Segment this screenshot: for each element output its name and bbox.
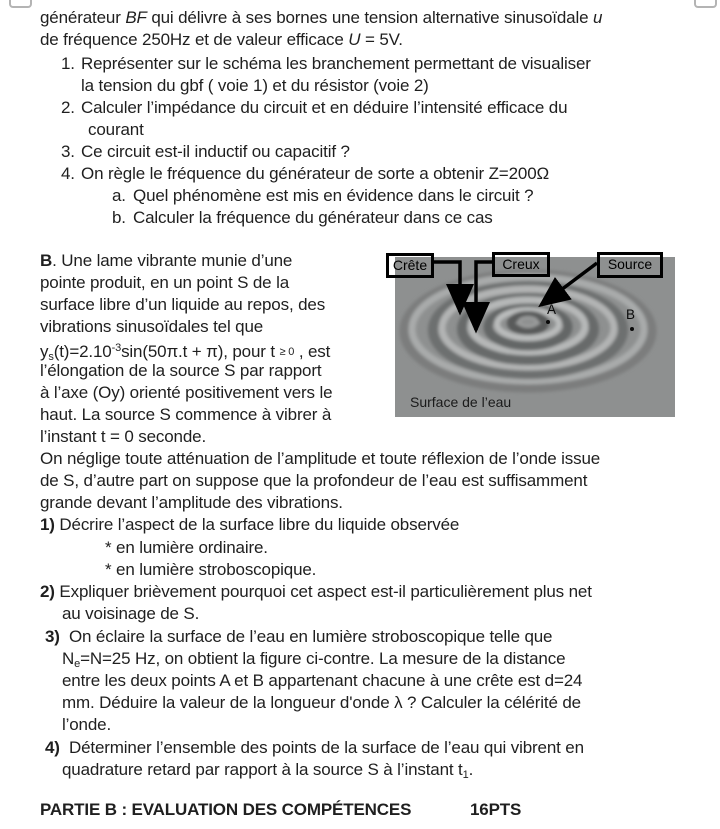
text-segment: quadrature retard par rapport à la source S à l’instant t [62,760,463,779]
text-run [62,670,582,691]
text-run [133,185,533,206]
text-run [40,29,403,50]
text-segment: 1. [61,54,75,73]
text-segment: 3. [61,142,75,161]
point-label-a: A [547,302,557,317]
text-segment: * en lumière stroboscopique. [105,560,317,579]
text-run [112,185,126,206]
text-segment: de S, d’autre part on suppose que la profondeur de l’eau est suffisamment [40,471,588,490]
point-dot-a [546,320,550,324]
text-segment: Ce circuit est-il inductif ou capacitif ? [81,142,350,161]
text-segment: Décrire l’aspect de la surface libre du liquide observée [54,515,460,534]
text-segment: (t)=2.10 [53,342,112,361]
wave-caption: Surface de l’eau [410,394,512,410]
text-segment: . [468,760,474,779]
text-segment: On règle le fréquence du générateur de sorte a obtenir Z=200Ω [81,164,550,183]
text-run [40,7,602,28]
text-segment: y [40,342,49,361]
text-run [40,448,600,469]
text-segment: de fréquence 250Hz et de valeur efficace [40,30,349,49]
text-run [40,382,332,403]
text-segment: 1 [462,769,469,781]
text-run [40,426,206,447]
text-run [61,53,75,74]
text-segment: sin(50π.t + π), pour t [121,342,280,361]
text-run [40,799,411,820]
text-segment: Calculer l’impédance du circuit et en déduire l’intensité efficace du [81,98,568,117]
text-segment: au voisinage de S. [62,604,200,623]
text-segment: grande devant l’amplitude des vibrations. [40,493,343,512]
text-run [81,53,591,74]
text-run [62,603,199,624]
text-segment: e [74,658,81,670]
text-segment: s [48,351,54,363]
text-segment: Quel phénomène est mis en évidence dans le circuit ? [133,186,534,205]
text-segment: qui délivre à ses bornes une tension alternative sinusoïdale [146,8,593,27]
text-segment: 4) [45,738,60,757]
text-segment: 2. [61,98,75,117]
text-run [81,141,350,162]
top-right-corner-mark [694,0,717,8]
creux-arrow-icon [476,262,492,330]
text-run [62,759,473,786]
text-run [40,316,263,337]
text-segment: On éclaire la surface de l’eau en lumière stroboscopique telle que [59,627,553,646]
figure-label-source: Source [597,252,663,278]
text-run [45,626,552,647]
text-run [61,97,75,118]
text-segment: courant [88,120,144,139]
crete-arrow-icon [433,262,460,312]
text-run [105,559,316,580]
text-segment: ≥ 0 [279,346,295,358]
text-segment: pointe produit, en un point S de la [40,273,289,292]
text-run [40,581,592,602]
text-segment: . Une lame vibrante munie d’une [52,251,293,270]
text-run [62,714,111,735]
text-run [40,404,331,425]
text-run [81,163,549,184]
text-run [40,514,459,535]
figure-label-crete: Crête [386,253,434,278]
text-segment: 4. [61,164,75,183]
top-left-corner-mark [9,0,32,8]
text-segment: entre les deux points A et B appartenant chacune à une crête est d=24 [62,671,583,690]
text-segment: l’onde. [62,715,112,734]
text-segment: générateur [40,8,126,27]
text-run [40,294,325,315]
text-run [62,692,581,713]
wave-figure [392,256,675,417]
figure-label-creux: Creux [492,252,550,277]
text-run [40,250,292,271]
text-run [40,492,343,513]
text-run [40,470,587,491]
text-run [40,360,321,381]
text-segment: vibrations sinusoïdales tel que [40,317,264,336]
text-segment: la tension du gbf ( voie 1) et du résistor (voie 2) [81,76,429,95]
text-run [470,799,521,820]
text-run [61,141,75,162]
text-segment: =N=25 Hz, on obtient la figure ci-contre. La mesure de la distance [80,649,566,668]
text-run [40,272,289,293]
text-segment: 3) [45,627,60,646]
text-run [112,207,126,228]
text-segment: mm. Déduire la valeur de la longueur d'onde λ ? Calculer la célérité de [62,693,581,712]
text-segment: l’instant t = 0 seconde. [40,427,207,446]
text-run [61,163,75,184]
text-segment: Déterminer l’ensemble des points de la surface de l’eau qui vibrent en [59,738,584,757]
text-segment: l’élongation de la source S par rapport [40,361,322,380]
text-run [45,737,584,758]
text-segment: N [62,649,75,668]
figure-arrows [395,257,675,417]
text-segment: = 5V. [360,30,403,49]
text-run [81,97,567,118]
text-segment: * en lumière ordinaire. [105,538,268,557]
text-segment: , est [294,342,331,361]
text-segment: Calculer la fréquence du générateur dans ce cas [133,208,493,227]
text-run [88,119,144,140]
text-run [105,537,268,558]
text-segment: à l’axe (Oy) orienté positivement vers le [40,383,333,402]
text-segment: 16PTS [470,800,522,819]
text-segment: On néglige toute atténuation de l’amplitude et toute réflexion de l’onde issue [40,449,601,468]
text-segment: Représenter sur le schéma les branchement permettant de visualiser [81,54,591,73]
text-segment: b. [112,208,126,227]
text-segment: B [40,251,53,270]
point-dot-b [630,327,634,331]
text-run [81,75,429,96]
text-segment: Expliquer brièvement pourquoi cet aspect est-il particulièrement plus net [54,582,592,601]
text-segment: surface libre d’un liquide au repos, des [40,295,326,314]
text-segment: PARTIE B : EVALUATION DES COMPÉTENCES [40,800,412,819]
text-segment: -3 [111,342,122,354]
text-segment: u [592,8,603,27]
text-segment: 1) [40,515,55,534]
text-segment: BF [125,8,147,27]
text-segment: U [348,30,361,49]
text-run [133,207,493,228]
point-label-b: B [626,307,636,322]
text-segment: haut. La source S commence à vibrer à [40,405,332,424]
text-segment: 2) [40,582,55,601]
text-segment: a. [112,186,126,205]
